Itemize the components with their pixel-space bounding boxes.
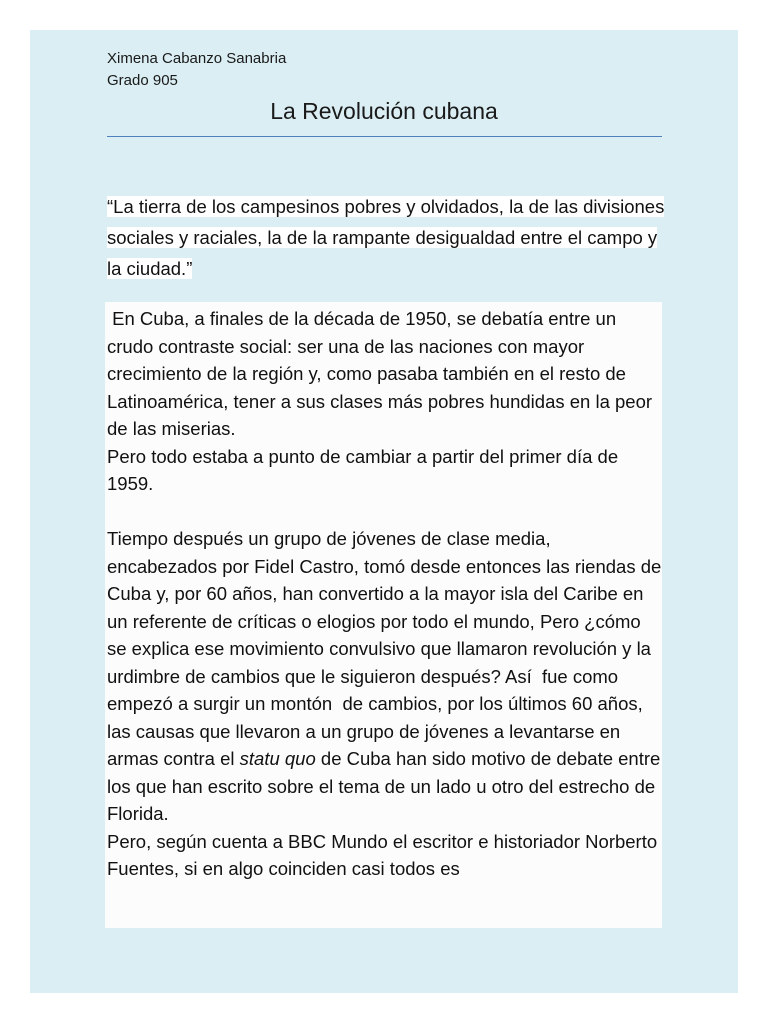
paragraph-spacer — [107, 498, 663, 526]
paragraph-3-end: de Cuba han sido motivo de debate entre los que han escrito sobre el tema de un lado u otro del estrecho de Florida. — [107, 748, 666, 824]
author-block — [107, 48, 286, 92]
author-name: Ximena Cabanzo Sanabria — [107, 50, 287, 67]
paragraph-3-italic: statu quo — [239, 748, 316, 769]
epigraph-quote — [107, 191, 667, 284]
title-divider — [107, 136, 662, 137]
quote-text: “La tierra de los campesinos pobres y olvidados, la de las divisiones sociales y raciales, la de la rampante desigualdad entre el campo y la ciudad.” — [107, 196, 665, 279]
paragraph-3 — [107, 525, 667, 828]
document-title: La Revolución cubana — [270, 98, 498, 124]
paragraph-2: Pero todo estaba a punto de cambiar a partir del primer día de 1959. — [107, 445, 619, 494]
document-page — [30, 30, 738, 993]
body-text — [107, 305, 667, 883]
body-text-box — [105, 302, 667, 928]
author-grade: Grado 905 — [107, 72, 178, 89]
paragraph-1: En Cuba, a finales de la década de 1950, se debatía entre un crudo contraste social: ser una de las naciones con mayor crecimiento de la región y, como pasaba también en el resto de Latinoamérica, tener a sus clases más pobres hundidas en la peor de las miserias. — [107, 308, 658, 439]
paragraph-4: Pero, según cuenta a BBC Mundo el escritor e historiador Norberto Fuentes, si en algo coinciden casi todos es — [107, 830, 658, 879]
paragraph-3-text: Tiempo después un grupo de jóvenes de clase media, encabezados por Fidel Castro, tomó desde entonces las riendas de Cuba y, por 60 años, han convertido a la mayor isla del Caribe en un referente de críticas o elogios por todo el mundo, Pero ¿cómo se explica ese movimiento convulsivo que llamaron revolución y la urdimbre de cambios que le siguieron después? Así fue como empezó a surgir un montón de cambios, por los últimos 60 años, las causas que llevaron a un grupo de jóvenes a levantarse en armas contra el — [107, 528, 667, 769]
